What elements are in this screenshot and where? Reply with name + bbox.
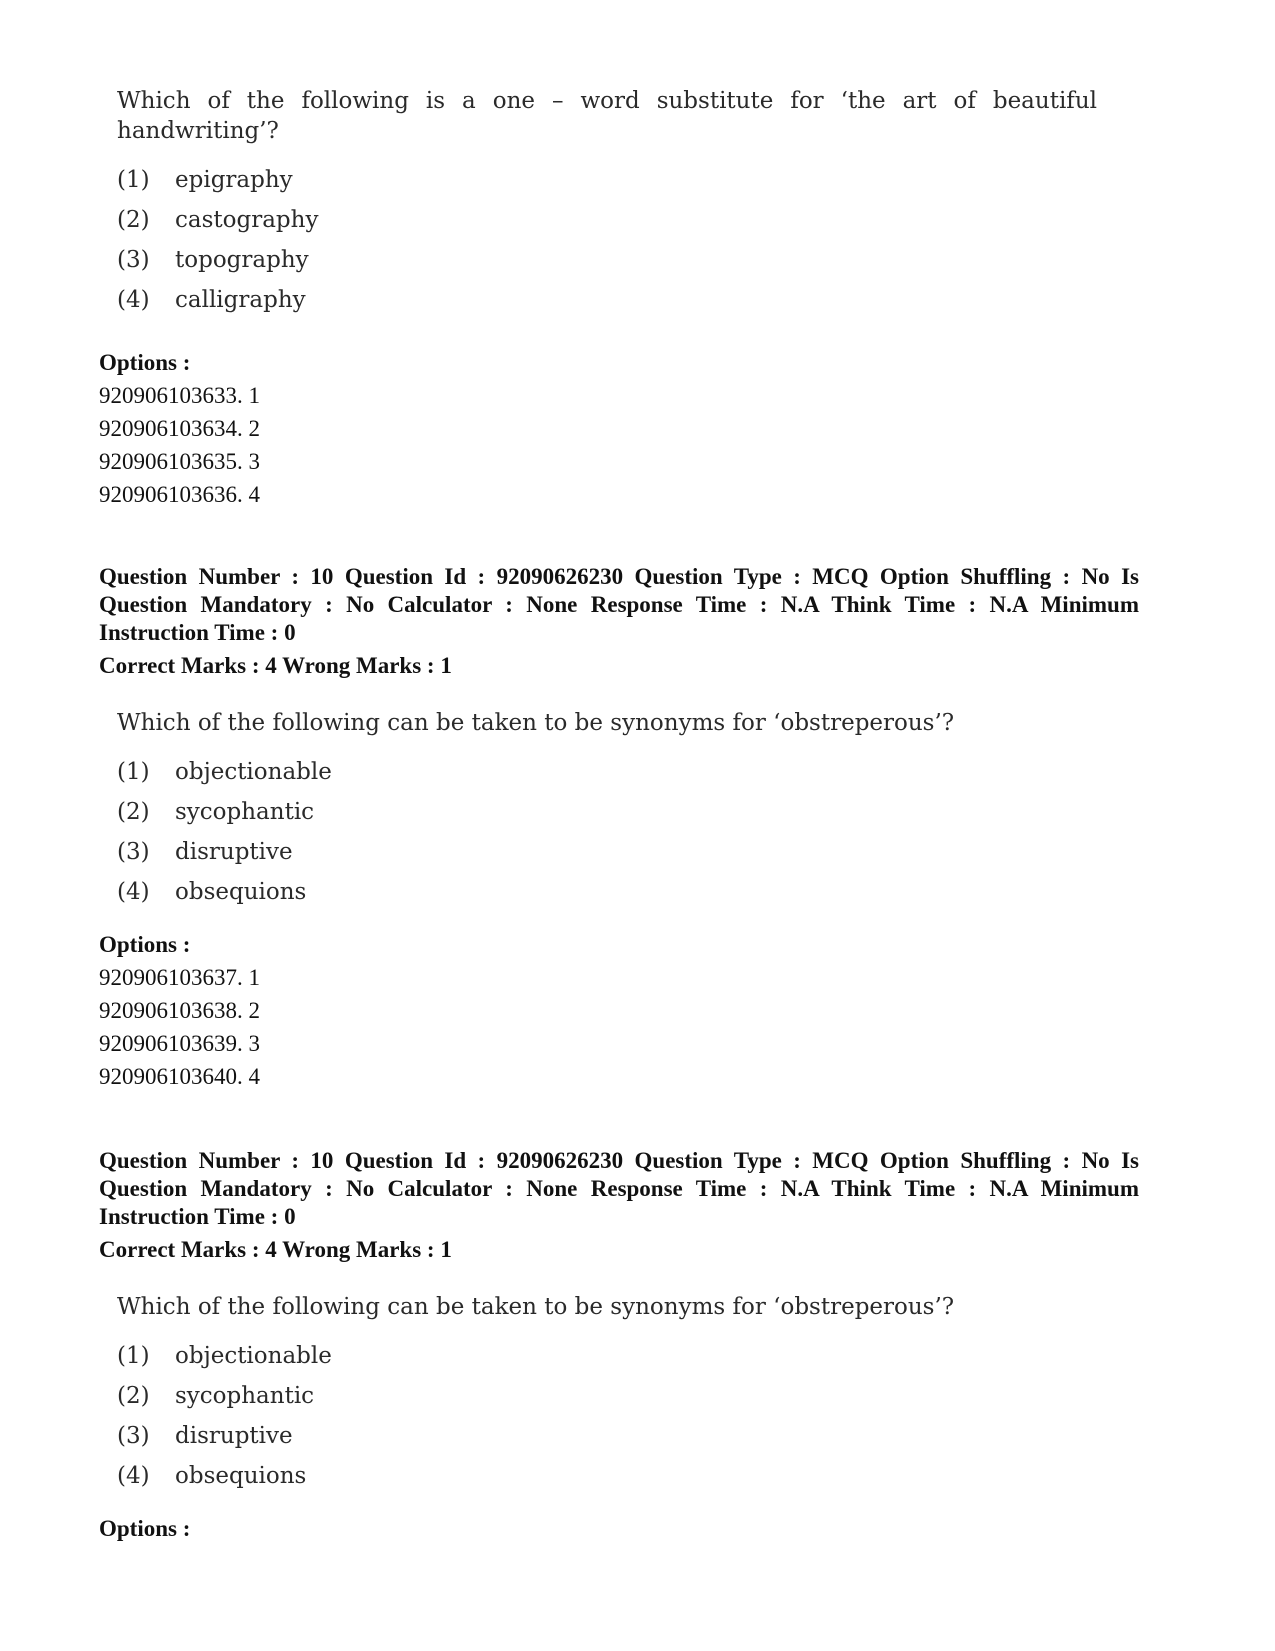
choice-number: (3) bbox=[117, 839, 150, 865]
choice-text: sycophantic bbox=[175, 799, 315, 825]
option-id-line: 920906103635. 3 bbox=[99, 449, 260, 474]
choice-item bbox=[117, 1416, 954, 1456]
question-image-2 bbox=[117, 708, 954, 912]
option-id-line: 920906103634. 2 bbox=[99, 416, 260, 441]
choice-text: topography bbox=[175, 247, 309, 273]
options-label: Options : bbox=[99, 350, 191, 375]
choice-item bbox=[117, 792, 954, 832]
option-id-line: 920906103639. 3 bbox=[99, 1031, 260, 1056]
question-text: Which of the following can be taken to be synonyms for ‘obstreperous’? bbox=[117, 1294, 955, 1320]
options-section-2 bbox=[99, 928, 1199, 1093]
options-section-3 bbox=[99, 1512, 1199, 1545]
choice-item bbox=[117, 240, 1097, 280]
question-meta-2 bbox=[99, 563, 1199, 683]
choice-text: disruptive bbox=[175, 839, 293, 865]
choice-number: (2) bbox=[117, 207, 150, 233]
option-id-line: 920906103637. 1 bbox=[99, 965, 260, 990]
choice-number: (2) bbox=[117, 1383, 150, 1409]
options-label: Options : bbox=[99, 932, 191, 957]
choice-text: calligraphy bbox=[175, 287, 306, 313]
option-id-line: 920906103633. 1 bbox=[99, 383, 260, 408]
choice-item bbox=[117, 872, 954, 912]
choice-list bbox=[117, 160, 1097, 320]
question-image-1 bbox=[117, 86, 1097, 320]
choice-text: objectionable bbox=[175, 1343, 332, 1369]
marks-text: Correct Marks : 4 Wrong Marks : 1 bbox=[99, 1237, 452, 1262]
choice-number: (1) bbox=[117, 759, 150, 785]
question-text: Which of the following is a one – word substitute for ‘the art of beautiful handwriting’? bbox=[117, 88, 1097, 144]
choice-number: (1) bbox=[117, 167, 150, 193]
choice-item bbox=[117, 1376, 954, 1416]
choice-list bbox=[117, 752, 954, 912]
choice-item bbox=[117, 160, 1097, 200]
choice-number: (1) bbox=[117, 1343, 150, 1369]
choice-item bbox=[117, 832, 954, 872]
choice-item bbox=[117, 280, 1097, 320]
option-id-line: 920906103638. 2 bbox=[99, 998, 260, 1023]
option-id-line: 920906103640. 4 bbox=[99, 1064, 260, 1089]
choice-item bbox=[117, 200, 1097, 240]
choice-number: (4) bbox=[117, 287, 150, 313]
choice-number: (3) bbox=[117, 247, 150, 273]
choice-item bbox=[117, 1456, 954, 1496]
choice-text: objectionable bbox=[175, 759, 332, 785]
choice-text: sycophantic bbox=[175, 1383, 315, 1409]
question-meta-3 bbox=[99, 1147, 1199, 1267]
choice-text: obsequions bbox=[175, 879, 307, 905]
choice-text: epigraphy bbox=[175, 167, 293, 193]
question-text: Which of the following can be taken to be synonyms for ‘obstreperous’? bbox=[117, 710, 955, 736]
option-id-line: 920906103636. 4 bbox=[99, 482, 260, 507]
question-image-3 bbox=[117, 1292, 954, 1496]
choice-item bbox=[117, 1336, 954, 1376]
choice-text: castography bbox=[175, 207, 319, 233]
question-meta-text: Question Number : 10 Question Id : 92090626230 Question Type : MCQ Option Shuffling : No Is Question Mandatory : No Calculator : None Response Time : N.A Think Time : N.A Minimum Instruction Time : 0 bbox=[99, 564, 1139, 645]
choice-number: (2) bbox=[117, 799, 150, 825]
choice-number: (4) bbox=[117, 1463, 150, 1489]
choice-text: disruptive bbox=[175, 1423, 293, 1449]
choice-list bbox=[117, 1336, 954, 1496]
options-label: Options : bbox=[99, 1516, 191, 1541]
marks-text: Correct Marks : 4 Wrong Marks : 1 bbox=[99, 653, 452, 678]
choice-text: obsequions bbox=[175, 1463, 307, 1489]
choice-number: (4) bbox=[117, 879, 150, 905]
question-meta-text: Question Number : 10 Question Id : 92090626230 Question Type : MCQ Option Shuffling : No Is Question Mandatory : No Calculator : None Response Time : N.A Think Time : N.A Minimum Instruction Time : 0 bbox=[99, 1148, 1139, 1229]
choice-number: (3) bbox=[117, 1423, 150, 1449]
options-section-1 bbox=[99, 346, 1199, 511]
choice-item bbox=[117, 752, 954, 792]
